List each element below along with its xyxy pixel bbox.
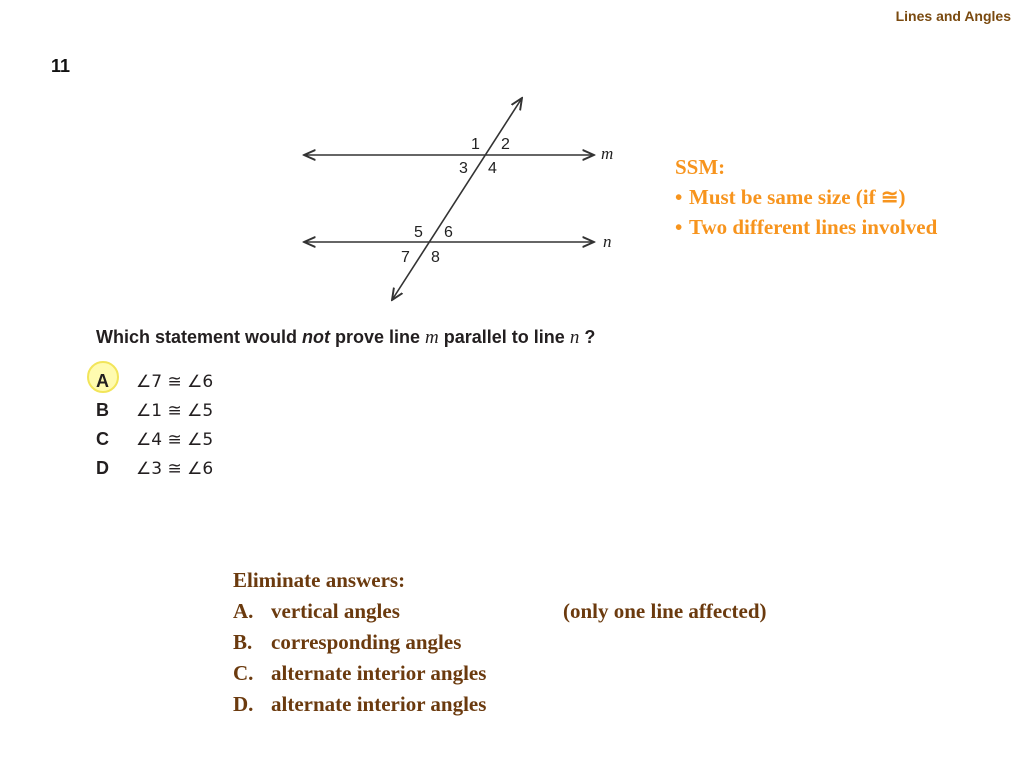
choice-letter: A [96,369,136,393]
eliminate-text: vertical angles [271,599,400,623]
choice-text: ∠1 ≅ ∠5 [136,401,214,421]
prompt-variable-n: n [569,327,580,348]
prompt-part: prove line [330,327,426,347]
eliminate-index: A. [233,599,254,623]
eliminate-item [233,658,767,689]
eliminate-index: D. [233,692,254,716]
angle-label-4: 4 [488,160,497,177]
eliminate-answers-notes [233,565,767,720]
choice-letter: B [96,400,109,420]
question-prompt [96,327,595,349]
eliminate-index: C. [233,661,254,685]
angle-label-5: 5 [414,224,423,241]
choice-letter: D [96,458,109,478]
slide-title: Lines and Angles [895,8,1011,24]
answer-choice-b[interactable] [96,398,213,422]
prompt-variable-m: m [425,327,439,348]
eliminate-text: alternate interior angles [271,661,487,685]
transversal-line [392,98,522,300]
angle-label-3: 3 [459,160,468,177]
ssm-bullet: • Must be same size (if ≅) [675,182,937,212]
angle-label-6: 6 [444,224,453,241]
answer-choice-c[interactable] [96,427,213,451]
choice-text: ∠4 ≅ ∠5 [136,430,214,450]
choice-letter: C [96,429,109,449]
ssm-title: SSM: [675,155,726,179]
eliminate-note: (only one line affected) [563,599,767,623]
prompt-part: parallel to line [438,327,570,347]
eliminate-item [233,689,767,720]
angle-label-7: 7 [401,249,410,266]
eliminate-text: corresponding angles [271,630,462,654]
choice-text: ∠3 ≅ ∠6 [136,459,214,479]
angle-label-8: 8 [431,249,440,266]
answer-choice-a[interactable] [96,369,213,393]
ssm-notes [675,152,937,242]
eliminate-heading: Eliminate answers: [233,568,406,592]
line-n-label: n [603,232,612,251]
prompt-emphasis: not [302,327,330,347]
eliminate-index: B. [233,630,253,654]
choice-text: ∠7 ≅ ∠6 [136,372,214,392]
eliminate-text: alternate interior angles [271,692,487,716]
line-m-label: m [601,144,614,163]
angle-label-2: 2 [501,136,510,153]
prompt-part: Which statement would [96,327,303,347]
question-number: 11 [51,56,71,76]
answer-choice-d[interactable] [96,456,213,480]
prompt-part: ? [579,327,596,347]
angle-label-1: 1 [471,136,480,153]
eliminate-item [233,627,767,658]
parallel-lines-diagram [290,90,630,310]
ssm-bullet: • Two different lines involved [675,212,937,242]
eliminate-item [233,596,767,627]
